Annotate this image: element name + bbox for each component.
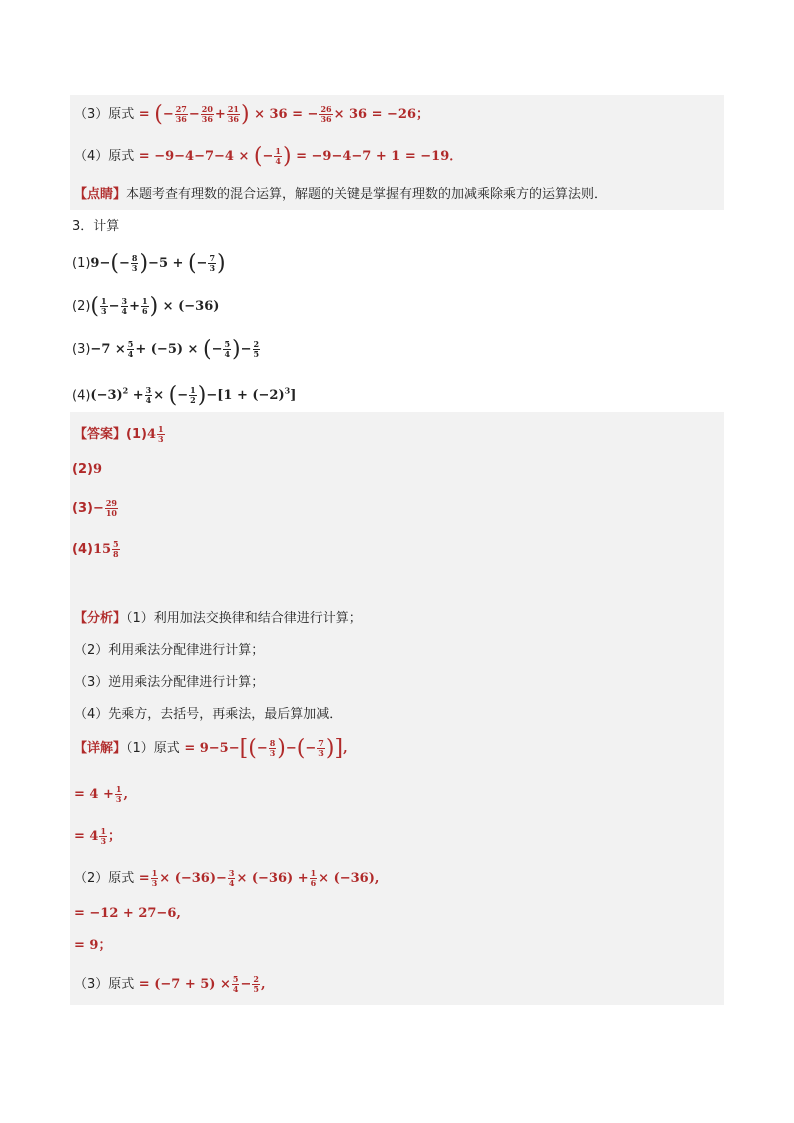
detail-2: （2）原式 = $\frac{1}{3}$ × (−36)− $\frac{3}{4}$ × (−36) + $\frac{1}{6}$ × (−36), <box>74 868 380 888</box>
answer-1: 【答案】(1)4 $\frac{1}{3}$ <box>74 424 164 444</box>
analysis-tag: 【分析】 <box>74 611 127 626</box>
highlight-band-answer <box>70 412 724 612</box>
question-3: (3)−7 × $\frac{5}{4}$ + (−5) × (− $\frac{5}{4}$ )− $\frac{2}{5}$ <box>72 336 260 362</box>
question-1-label: (1) <box>72 256 91 271</box>
answer-4-label: (4) <box>72 542 93 557</box>
detail-1-step-2: = 4 $\frac{1}{3}$ ； <box>74 826 122 846</box>
question-title: 3．计算 <box>72 219 120 234</box>
detail-2-step-2: = 9； <box>74 938 112 953</box>
answer-2-value: 9 <box>92 462 102 477</box>
detail-3-label: （3）原式 <box>74 977 135 992</box>
detail-2-step-1: = −12 + 27−6, <box>74 906 181 921</box>
detail-1-step-1: = 4 + $\frac{1}{3}$ , <box>74 784 128 804</box>
detail-1: 【详解】（1）原式 = 9−5−[(− $\frac{8}{3}$ )−(− $\frac{7}{3}$ )], <box>74 735 348 761</box>
key-point-text: 本题考查有理数的混合运算，解题的关键是掌握有理数的加减乘除乘方的运算法则． <box>126 187 608 202</box>
answer-4: (4)15 $\frac{5}{8}$ <box>72 539 119 559</box>
detail-2-label: （2）原式 <box>74 871 135 886</box>
prev-solution-4-label: （4）原式 <box>74 149 135 164</box>
question-3-label: (3) <box>72 342 91 357</box>
key-point <box>74 183 607 207</box>
analysis-1-text: （1）利用加法交换律和结合律进行计算； <box>126 611 362 626</box>
question-1: (1)9−(− $\frac{8}{3}$ )−5 + (− $\frac{7}{3}$ ) <box>72 250 226 276</box>
analysis-1 <box>74 607 362 631</box>
prev-solution-3: （3）原式 = (− $\frac{27}{36}$ − $\frac{20}{36}$ + $\frac{21}{36}$ ) × 36 = − $\frac{26}{36}$ × 36 = −26； <box>74 101 430 127</box>
highlight-band-analysis <box>70 605 724 1005</box>
answer-tag: 【答案】 <box>74 427 127 442</box>
question-2: (2)( $\frac{1}{3}$ − $\frac{3}{4}$ + $\frac{1}{6}$ ) × (−36) <box>72 293 220 319</box>
answer-2 <box>72 458 102 482</box>
prev-solution-4: （4）原式 = −9−4−7−4 × (− $\frac{1}{4}$ ) = −9−4−7 + 1 = −19． <box>74 143 463 169</box>
analysis-4: （4）先乘方，去括号，再乘法，最后算加减． <box>74 707 343 722</box>
key-point-tag: 【点睛】 <box>74 187 127 202</box>
question-2-label: (2) <box>72 299 91 314</box>
detail-tag: 【详解】 <box>74 741 127 756</box>
answer-3: (3)− $\frac{29}{10}$ <box>72 498 117 518</box>
answer-2-label: (2) <box>72 462 93 477</box>
analysis-3: （3）逆用乘法分配律进行计算； <box>74 675 265 690</box>
answer-3-label: (3) <box>72 501 93 516</box>
question-4-label: (4) <box>72 388 91 404</box>
detail-3: （3）原式 = (−7 + 5) × $\frac{5}{4}$ − $\frac{2}{5}$ , <box>74 974 266 994</box>
question-4: $(4)(-3)^2$ + $\frac{3}{4}$ × (− $\frac{1}{2}$ )$-[1 + (-2)^3]$ <box>72 382 297 408</box>
analysis-2: （2）利用乘法分配律进行计算； <box>74 643 265 658</box>
prev-solution-3-label: （3）原式 <box>74 107 135 122</box>
answer-1-label: (1) <box>126 427 147 442</box>
detail-1-label: （1）原式 <box>126 741 180 756</box>
